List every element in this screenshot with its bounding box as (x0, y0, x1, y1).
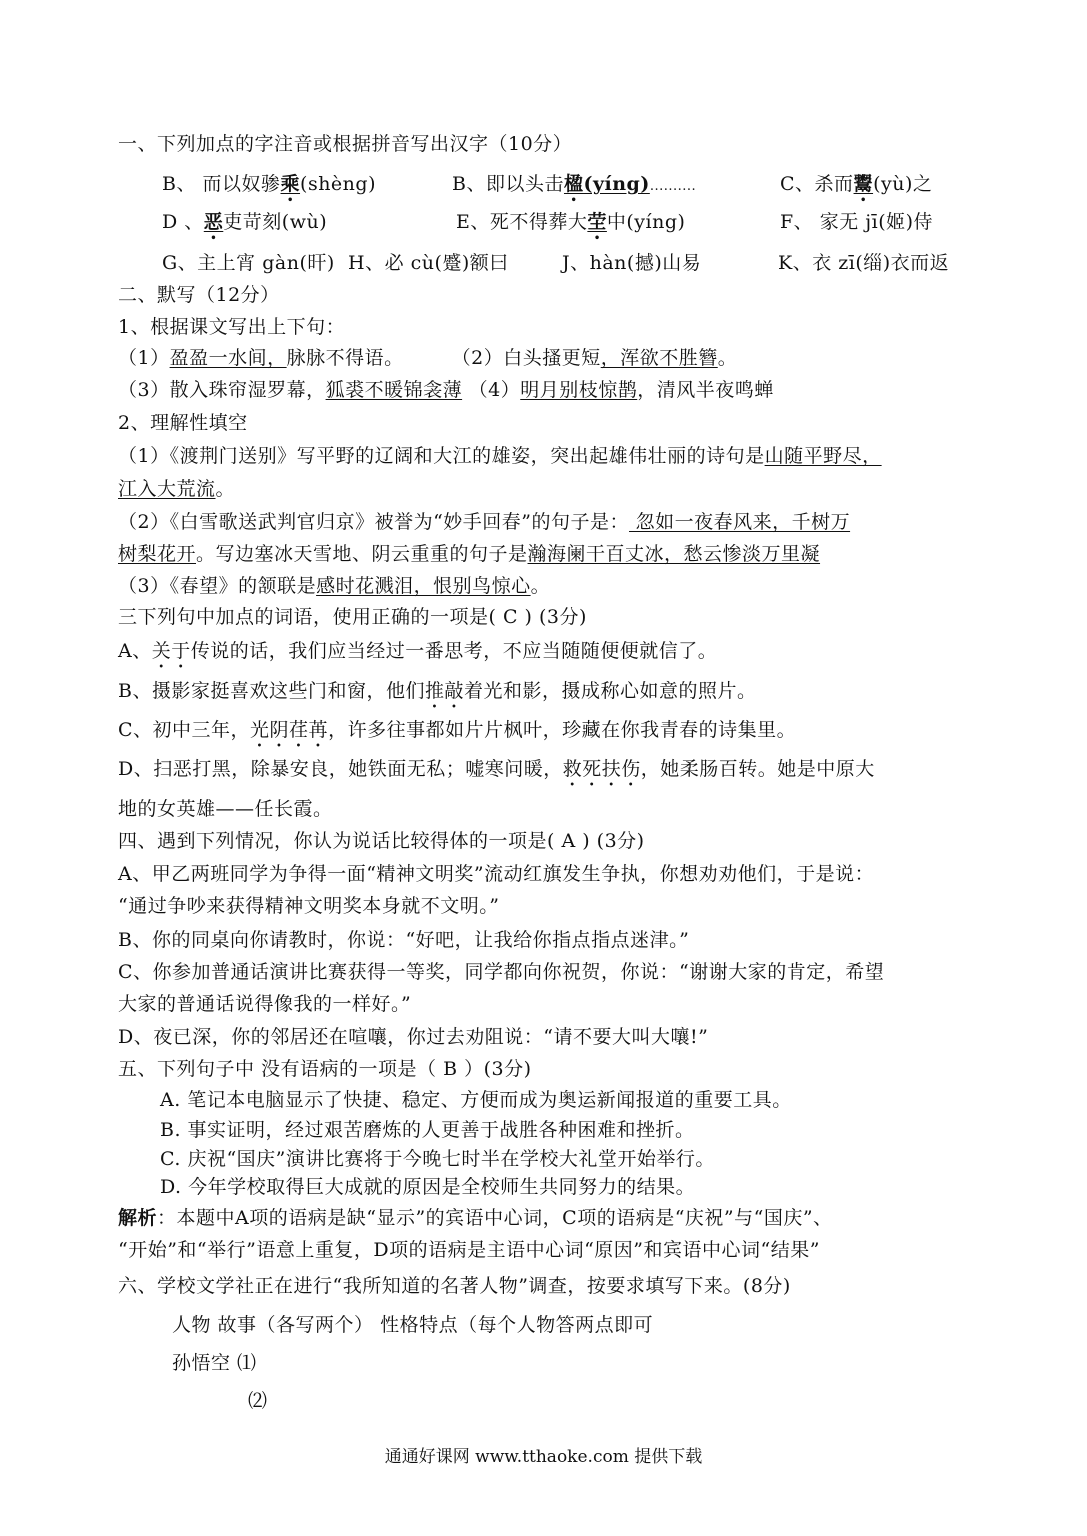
emphasis-char: 楹 (563, 173, 584, 195)
s4-option-c-cont: 大家的普通话说得像我的一样好。” (118, 993, 412, 1015)
s5-explanation: 解析：本题中A项的语病是缺“显示”的宾语中心词，C项的语病是“庆祝”与“国庆”、 (118, 1207, 833, 1229)
s2-q1-line-2: （3）散入珠帘湿罗幕，狐裘不暖锦衾薄 （4）明月别枝惊鹊，清风半夜鸣蝉 (118, 379, 774, 401)
s6-row-1: 孙悟空 ⑴ (172, 1352, 257, 1374)
s4-option-d: D、夜已深，你的邻居还在喧嚷，你过去劝阻说：“请不要大叫大嚷!” (118, 1026, 709, 1048)
s1-row1-item-b: B、即以头击楹(yíng).......... (452, 173, 697, 195)
emphasis-word: 关于 (151, 640, 191, 662)
section-6-title: 六、学校文学社正在进行“我所知道的名著人物”调查，按要求填写下来。(8分) (118, 1275, 791, 1297)
s1-row3-item-c: J、hàn(撼)山易 (562, 252, 702, 274)
s1-row-3 (162, 251, 982, 275)
s1-row2-item-c: F、 家无 jī(姬)侍 (780, 211, 934, 233)
s3-option-a: A、关于传说的话，我们应当经过一番思考，不应当随随便便就信了。 (118, 640, 718, 662)
section-2-title: 二、默写（12分） (118, 284, 280, 306)
s1-row3-item-d: K、衣 zī(缁)衣而返 (778, 252, 950, 274)
s3-option-d-cont: 地的女英雄——任长霞。 (118, 798, 333, 820)
answer-blank: 狐裘不暖锦衾薄 (325, 379, 463, 401)
emphasis-word: 光阴荏苒 (250, 719, 329, 741)
section-4-title: 四、遇到下列情况，你认为说话比较得体的一项是( A ) (3分) (118, 830, 645, 852)
emphasis-char: 乘 (280, 173, 301, 195)
s3-option-d: D、扫恶打黑，除暴安良，她铁面无私；嘘寒问暖，救死扶伤，她柔肠百转。她是中原大 (118, 758, 875, 780)
section-5-title: 五、下列句子中 没有语病的一项是（ B ）(3分) (118, 1058, 532, 1080)
s1-row2-item-b: E、死不得葬大茔中(yíng) (456, 211, 686, 233)
answer-blank: 江入大荒流 (118, 478, 216, 500)
s5-option-d: D. 今年学校取得巨大成就的原因是全校师生共同努力的结果。 (160, 1176, 696, 1198)
s2-p2-line-2: 树梨花开。写边塞冰天雪地、阴云重重的句子是瀚海阑干百丈冰，愁云惨淡万里凝 (118, 543, 821, 565)
s1-row2-item-a: D 、恶吏苛刻(wù) (162, 211, 328, 233)
s1-row3-item-a: G、主上宵 gàn(旰) (162, 252, 335, 274)
s1-row3-item-b: H、必 cù(蹙)额曰 (348, 252, 509, 274)
s2-p1-line-2: 江入大荒流。 (118, 478, 236, 500)
s6-row-2: ⑵ (248, 1390, 268, 1412)
answer-blank: 忽如一夜春风来，千树万 (629, 511, 851, 533)
emphasis-char: 茔 (587, 211, 607, 233)
s4-option-a: A、甲乙两班同学为争得一面“精神文明奖”流动红旗发生争执，你想劝劝他们，于是说： (118, 863, 875, 885)
answer-blank: 瀚海阑干百丈冰，愁云惨淡万里凝 (527, 543, 821, 565)
s1-row-2 (162, 210, 982, 234)
answer-blank: ，浑欲不胜簪 (600, 347, 718, 369)
s2-p3: （3）《春望》的颔联是感时花溅泪，恨别鸟惊心。 (118, 575, 551, 597)
section-3-title: 三下列句中加点的词语，使用正确的一项是( C ) (3分) (118, 606, 587, 628)
section-1-title: 一、下列加点的字注音或根据拼音写出汉字（10分） (118, 133, 573, 155)
s2-q2: 2、理解性填空 (118, 412, 248, 434)
answer-blank: 盈盈一水间， (169, 347, 287, 369)
answer-blank: 山随平野尽， (764, 445, 882, 467)
s1-row1-item-a: B、 而以奴骖乘(shèng) (162, 173, 376, 195)
s5-explanation-cont: “开始”和“举行”语意上重复，D项的语病是主语中心词“原因”和宾语中心词“结果” (118, 1239, 820, 1261)
answer-blank: 树梨花开 (118, 543, 197, 565)
s5-option-c: C. 庆祝“国庆”演讲比赛将于今晚七时半在学校大礼堂开始举行。 (160, 1148, 715, 1170)
page-footer: 通通好课网 www.tthaoke.com 提供下载 (384, 1447, 703, 1467)
s2-p1-line-1: （1）《渡荆门送别》写平野的辽阔和大江的雄姿，突出起雄伟壮丽的诗句是山随平野尽， (118, 445, 882, 467)
s1-row1-item-c: C、杀而鬻(yù)之 (780, 173, 933, 195)
s2-q1-line-1: （1）盈盈一水间，脉脉不得语。 （2）白头搔更短，浑欲不胜簪。 (118, 347, 738, 369)
s1-row-1 (162, 172, 962, 196)
s5-option-a: A. 笔记本电脑显示了快捷、稳定、方便而成为奥运新闻报道的重要工具。 (160, 1089, 792, 1111)
emphasis-char: 恶 (203, 211, 224, 233)
s4-option-c: C、你参加普通话演讲比赛获得一等奖，同学都向你祝贺，你说：“谢谢大家的肯定，希望 (118, 961, 885, 983)
s5-option-b: B. 事实证明，经过艰苦磨炼的人更善于战胜各种困难和挫折。 (160, 1119, 695, 1141)
s3-option-c: C、初中三年，光阴荏苒，许多往事都如片片枫叶，珍藏在你我青春的诗集里。 (118, 719, 797, 741)
s2-q1: 1、根据课文写出上下句： (118, 316, 346, 338)
s6-table-header: 人物 故事（各写两个） 性格特点（每个人物答两点即可 (172, 1314, 654, 1336)
emphasis-word: 救死扶伤 (562, 758, 641, 780)
s4-option-a-cont: “通过争吵来获得精神文明奖本身就不文明。” (118, 895, 500, 917)
s4-option-b: B、你的同桌向你请教时，你说：“好吧，让我给你指点指点迷津。” (118, 929, 690, 951)
s3-option-b: B、摄影家挺喜欢这些门和窗，他们推敲着光和影，摄成称心如意的照片。 (118, 680, 757, 702)
s2-p2-line-1: （2）《白雪歌送武判官归京》被誉为“妙手回春”的句子是： 忽如一夜春风来，千树万 (118, 511, 851, 533)
emphasis-char: 鬻 (853, 173, 874, 195)
answer-blank: 感时花溅泪，恨别鸟惊心 (316, 575, 531, 597)
emphasis-word: 推敲 (424, 680, 464, 702)
answer-blank: 明月别枝惊鹊 (520, 379, 638, 401)
explanation-label: 解析 (118, 1207, 158, 1229)
